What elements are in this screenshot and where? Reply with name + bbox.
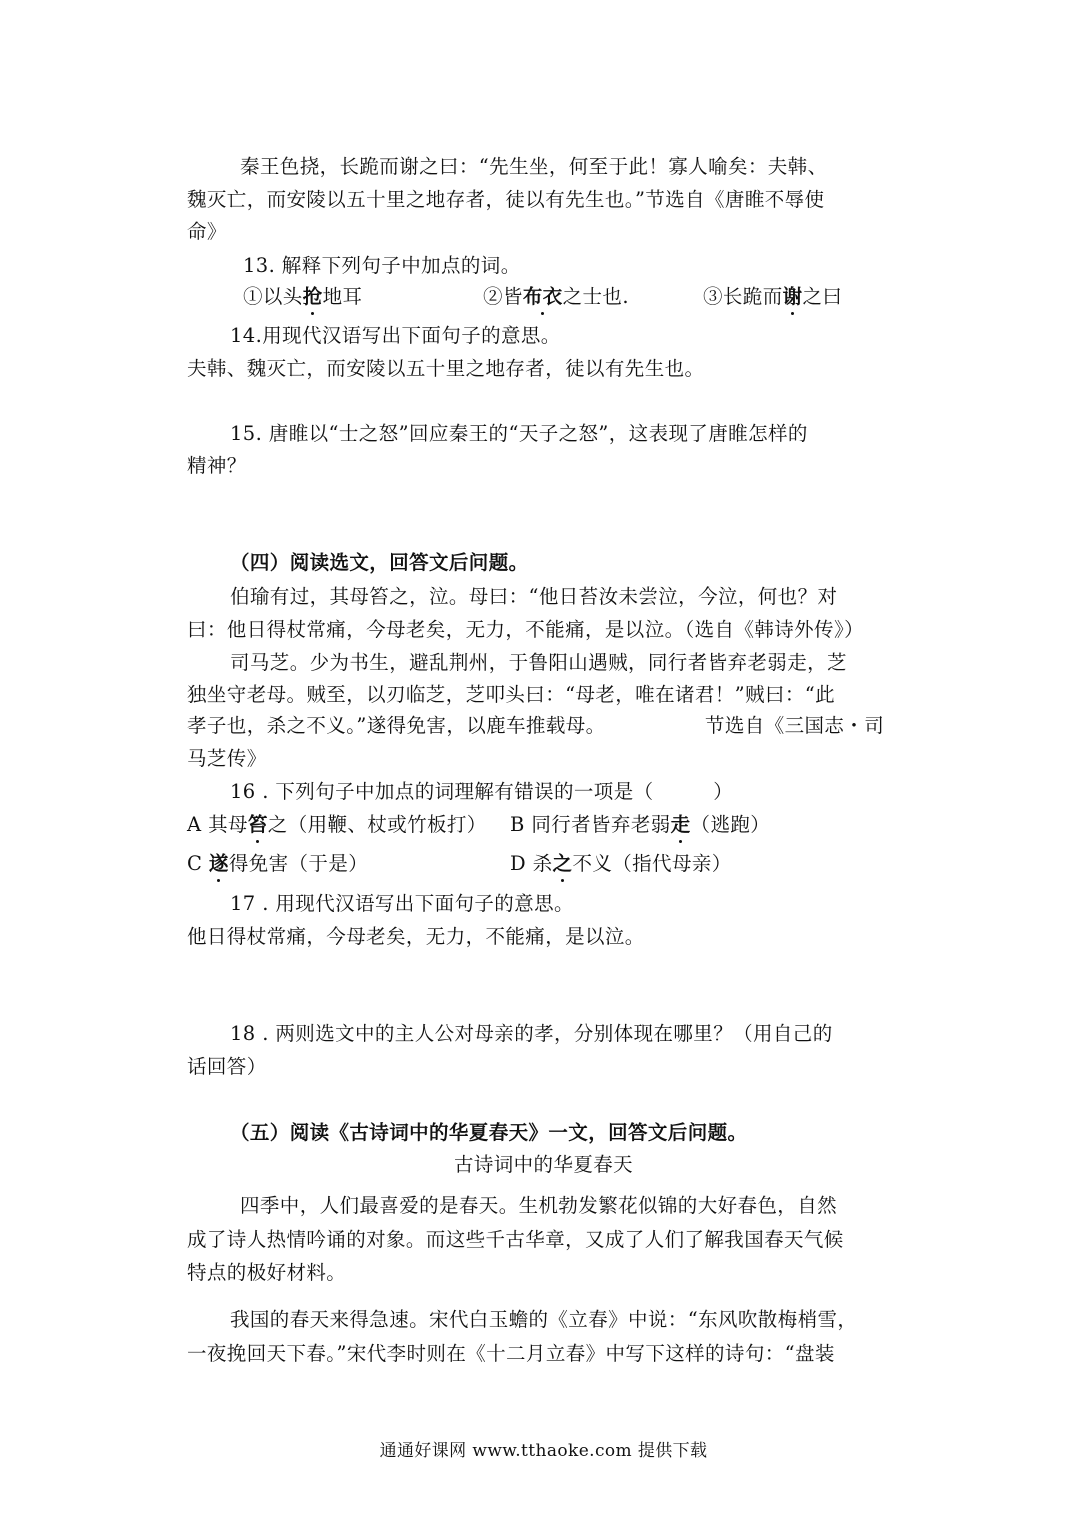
- question-13-item-1: [243, 284, 362, 310]
- passage-line: 魏灭亡，而安陵以五十里之地存者，徒以有先生也。”节选自《唐睢不辱使: [187, 188, 825, 211]
- article-line: 四季中，人们最喜爱的是春天。生机勃发繁花似锦的大好春色，自然: [240, 1194, 838, 1217]
- passage-line: 命》: [187, 220, 227, 243]
- dotted-word: 笞: [247, 813, 268, 836]
- question-17-sentence: 他日得杖常痛，今母老矣，无力，不能痛，是以泣。: [187, 925, 645, 948]
- question-16-option-c: [187, 851, 368, 877]
- passage-source: 节选自《三国志・司: [705, 714, 885, 737]
- dotted-word: 遂: [208, 852, 229, 875]
- passage-line: 独坐守老母。贼至，以刃临芝，芝叩头曰：“母老，唯在诸君！”贼曰：“此: [187, 683, 836, 706]
- question-16-option-b: [510, 812, 770, 838]
- question-13-item-2: [483, 284, 629, 310]
- option-text: 不义（指代母亲）: [572, 852, 732, 875]
- item-text: 地耳: [322, 285, 363, 308]
- passage-line: 马芝传》: [187, 747, 267, 770]
- question-17-stem: 17 . 用现代汉语写出下面句子的意思。: [230, 892, 574, 915]
- article-line: 一夜挽回天下春。”宋代李时则在《十二月立春》中写下这样的诗句：“盘装: [187, 1342, 835, 1365]
- article-line: 我国的春天来得急速。宋代白玉蟾的《立春》中说：“东风吹散梅梢雪，: [230, 1308, 858, 1331]
- item-text: ①以头: [243, 285, 303, 308]
- question-18-line: 18 . 两则选文中的主人公对母亲的孝，分别体现在哪里？（用自己的: [230, 1022, 833, 1045]
- passage-line: 伯瑜有过，其母笞之，泣。母曰：“他日苔汝未尝泣，今泣，何也？对: [230, 585, 838, 608]
- item-text: ③长跪而: [703, 285, 783, 308]
- section-4-heading: （四）阅读选文，回答文后问题。: [230, 551, 529, 574]
- question-13-item-3: [703, 284, 842, 310]
- option-text: C: [187, 852, 209, 875]
- item-text: ②皆: [483, 285, 523, 308]
- item-text: 之士也.: [562, 285, 629, 308]
- section-5-heading: （五）阅读《古诗词中的华夏春天》一文，回答文后问题。: [230, 1121, 748, 1144]
- question-14-sentence: 夫韩、魏灭亡，而安陵以五十里之地存者，徒以有先生也。: [187, 357, 705, 380]
- option-text: （逃跑）: [690, 813, 771, 836]
- question-15-line: 精神？: [187, 454, 247, 477]
- passage-line: 司马芝。少为书生，避乱荆州，于鲁阳山遇贼，同行者皆弃老弱走，芝: [230, 651, 847, 674]
- page-footer: 通通好课网 www.tthaoke.com 提供下载: [379, 1441, 708, 1461]
- option-text: 得免害（于是）: [228, 852, 369, 875]
- option-text: A 其母: [187, 813, 248, 836]
- dotted-word: 布衣: [522, 285, 563, 308]
- option-text: 之（用鞭、杖或竹板打）: [267, 813, 487, 836]
- question-14-stem: 14.用现代汉语写出下面句子的意思。: [230, 324, 561, 347]
- dotted-word: 之: [552, 852, 573, 875]
- question-18-line: 话回答）: [187, 1055, 267, 1078]
- passage-line: 孝子也，杀之不义。”遂得免害，以鹿车推载母。: [187, 714, 606, 737]
- passage-line: 秦王色挠，长跪而谢之曰：“先生坐，何至于此！寡人喻矣：夫韩、: [240, 155, 828, 178]
- article-title: 古诗词中的华夏春天: [453, 1153, 634, 1176]
- dotted-word: 走: [670, 813, 691, 836]
- question-16-stem: 16 . 下列句子中加点的词理解有错误的一项是（ ）: [230, 780, 734, 803]
- question-16-option-d: [510, 851, 732, 877]
- dotted-word: 抢: [302, 285, 323, 308]
- option-text: B 同行者皆弃老弱: [510, 813, 671, 836]
- article-line: 特点的极好材料。: [187, 1261, 347, 1284]
- question-13-stem: 13. 解释下列句子中加点的词。: [243, 254, 521, 277]
- question-16-option-a: [187, 812, 487, 838]
- option-text: D 杀: [510, 852, 553, 875]
- article-line: 成了诗人热情吟诵的对象。而这些千古华章，又成了人们了解我国春天气候: [187, 1228, 844, 1251]
- question-15-line: 15. 唐睢以“士之怒”回应秦王的“天子之怒”，这表现了唐睢怎样的: [230, 422, 808, 445]
- passage-line: 曰：他日得杖常痛，今母老矣，无力，不能痛，是以泣。（选自《韩诗外传》）: [187, 618, 865, 641]
- item-text: 之曰: [802, 285, 843, 308]
- dotted-word: 谢: [782, 285, 803, 308]
